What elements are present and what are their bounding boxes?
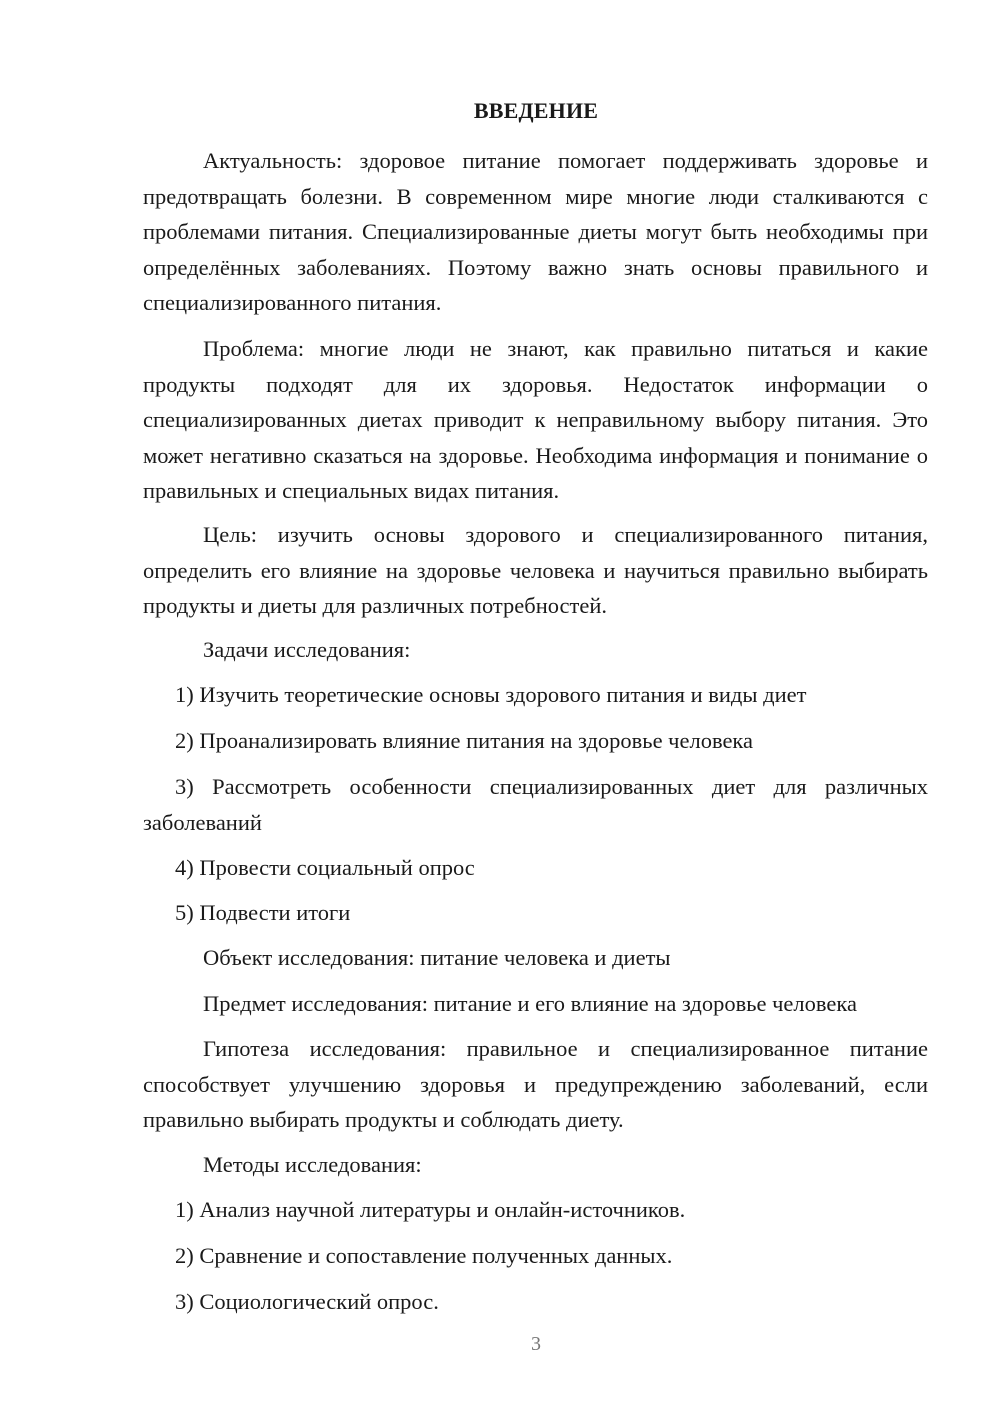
tasks-intro: Задачи исследования:	[203, 637, 411, 662]
goal-paragraph: Цель: изучить основы здорового и специализированного питания, определить его влияние на здоровье человека и научиться правильно выбирать продукты и диеты для различных потребностей.	[143, 522, 928, 618]
method-item: 3) Социологический опрос.	[175, 1289, 439, 1314]
task-item: 4) Провести социальный опрос	[175, 855, 475, 880]
hypothesis-paragraph: Гипотеза исследования: правильное и специализированное питание способствует улучшению здоровья и предупреждению заболеваний, если правильно выбирать продукты и соблюдать диету.	[143, 1036, 928, 1132]
method-item: 2) Сравнение и сопоставление полученных данных.	[175, 1243, 673, 1268]
task-item: 5) Подвести итоги	[175, 900, 351, 925]
page-number: 3	[531, 1333, 541, 1355]
object-paragraph: Объект исследования: питание человека и диеты	[203, 945, 671, 970]
problem-paragraph: Проблема: многие люди не знают, как правильно питаться и какие продукты подходят для их здоровья. Недостаток информации о специализированных диетах приводит к неправильному выбору питания. Это может негативно сказаться на здоровье. Необходима информация и понимание о правильных и специальных видах питания.	[143, 336, 928, 503]
method-item: 1) Анализ научной литературы и онлайн-источников.	[175, 1197, 686, 1222]
subject-paragraph: Предмет исследования: питание и его влияние на здоровье человека	[203, 991, 857, 1016]
task-item: 1) Изучить теоретические основы здорового питания и виды диет	[175, 682, 807, 707]
task-item: 3) Рассмотреть особенности специализированных диет для различных заболеваний	[143, 774, 928, 835]
relevance-paragraph: Актуальность: здоровое питание помогает поддерживать здоровье и предотвращать болезни. В современном мире многие люди сталкиваются с проблемами питания. Специализированные диеты могут быть необходимы при определённых заболеваниях. Поэтому важно знать основы правильного и специализированного питания.	[143, 148, 928, 315]
section-heading: ВВЕДЕНИЕ	[473, 98, 599, 123]
task-item: 2) Проанализировать влияние питания на здоровье человека	[175, 728, 754, 753]
methods-intro: Методы исследования:	[203, 1152, 422, 1177]
